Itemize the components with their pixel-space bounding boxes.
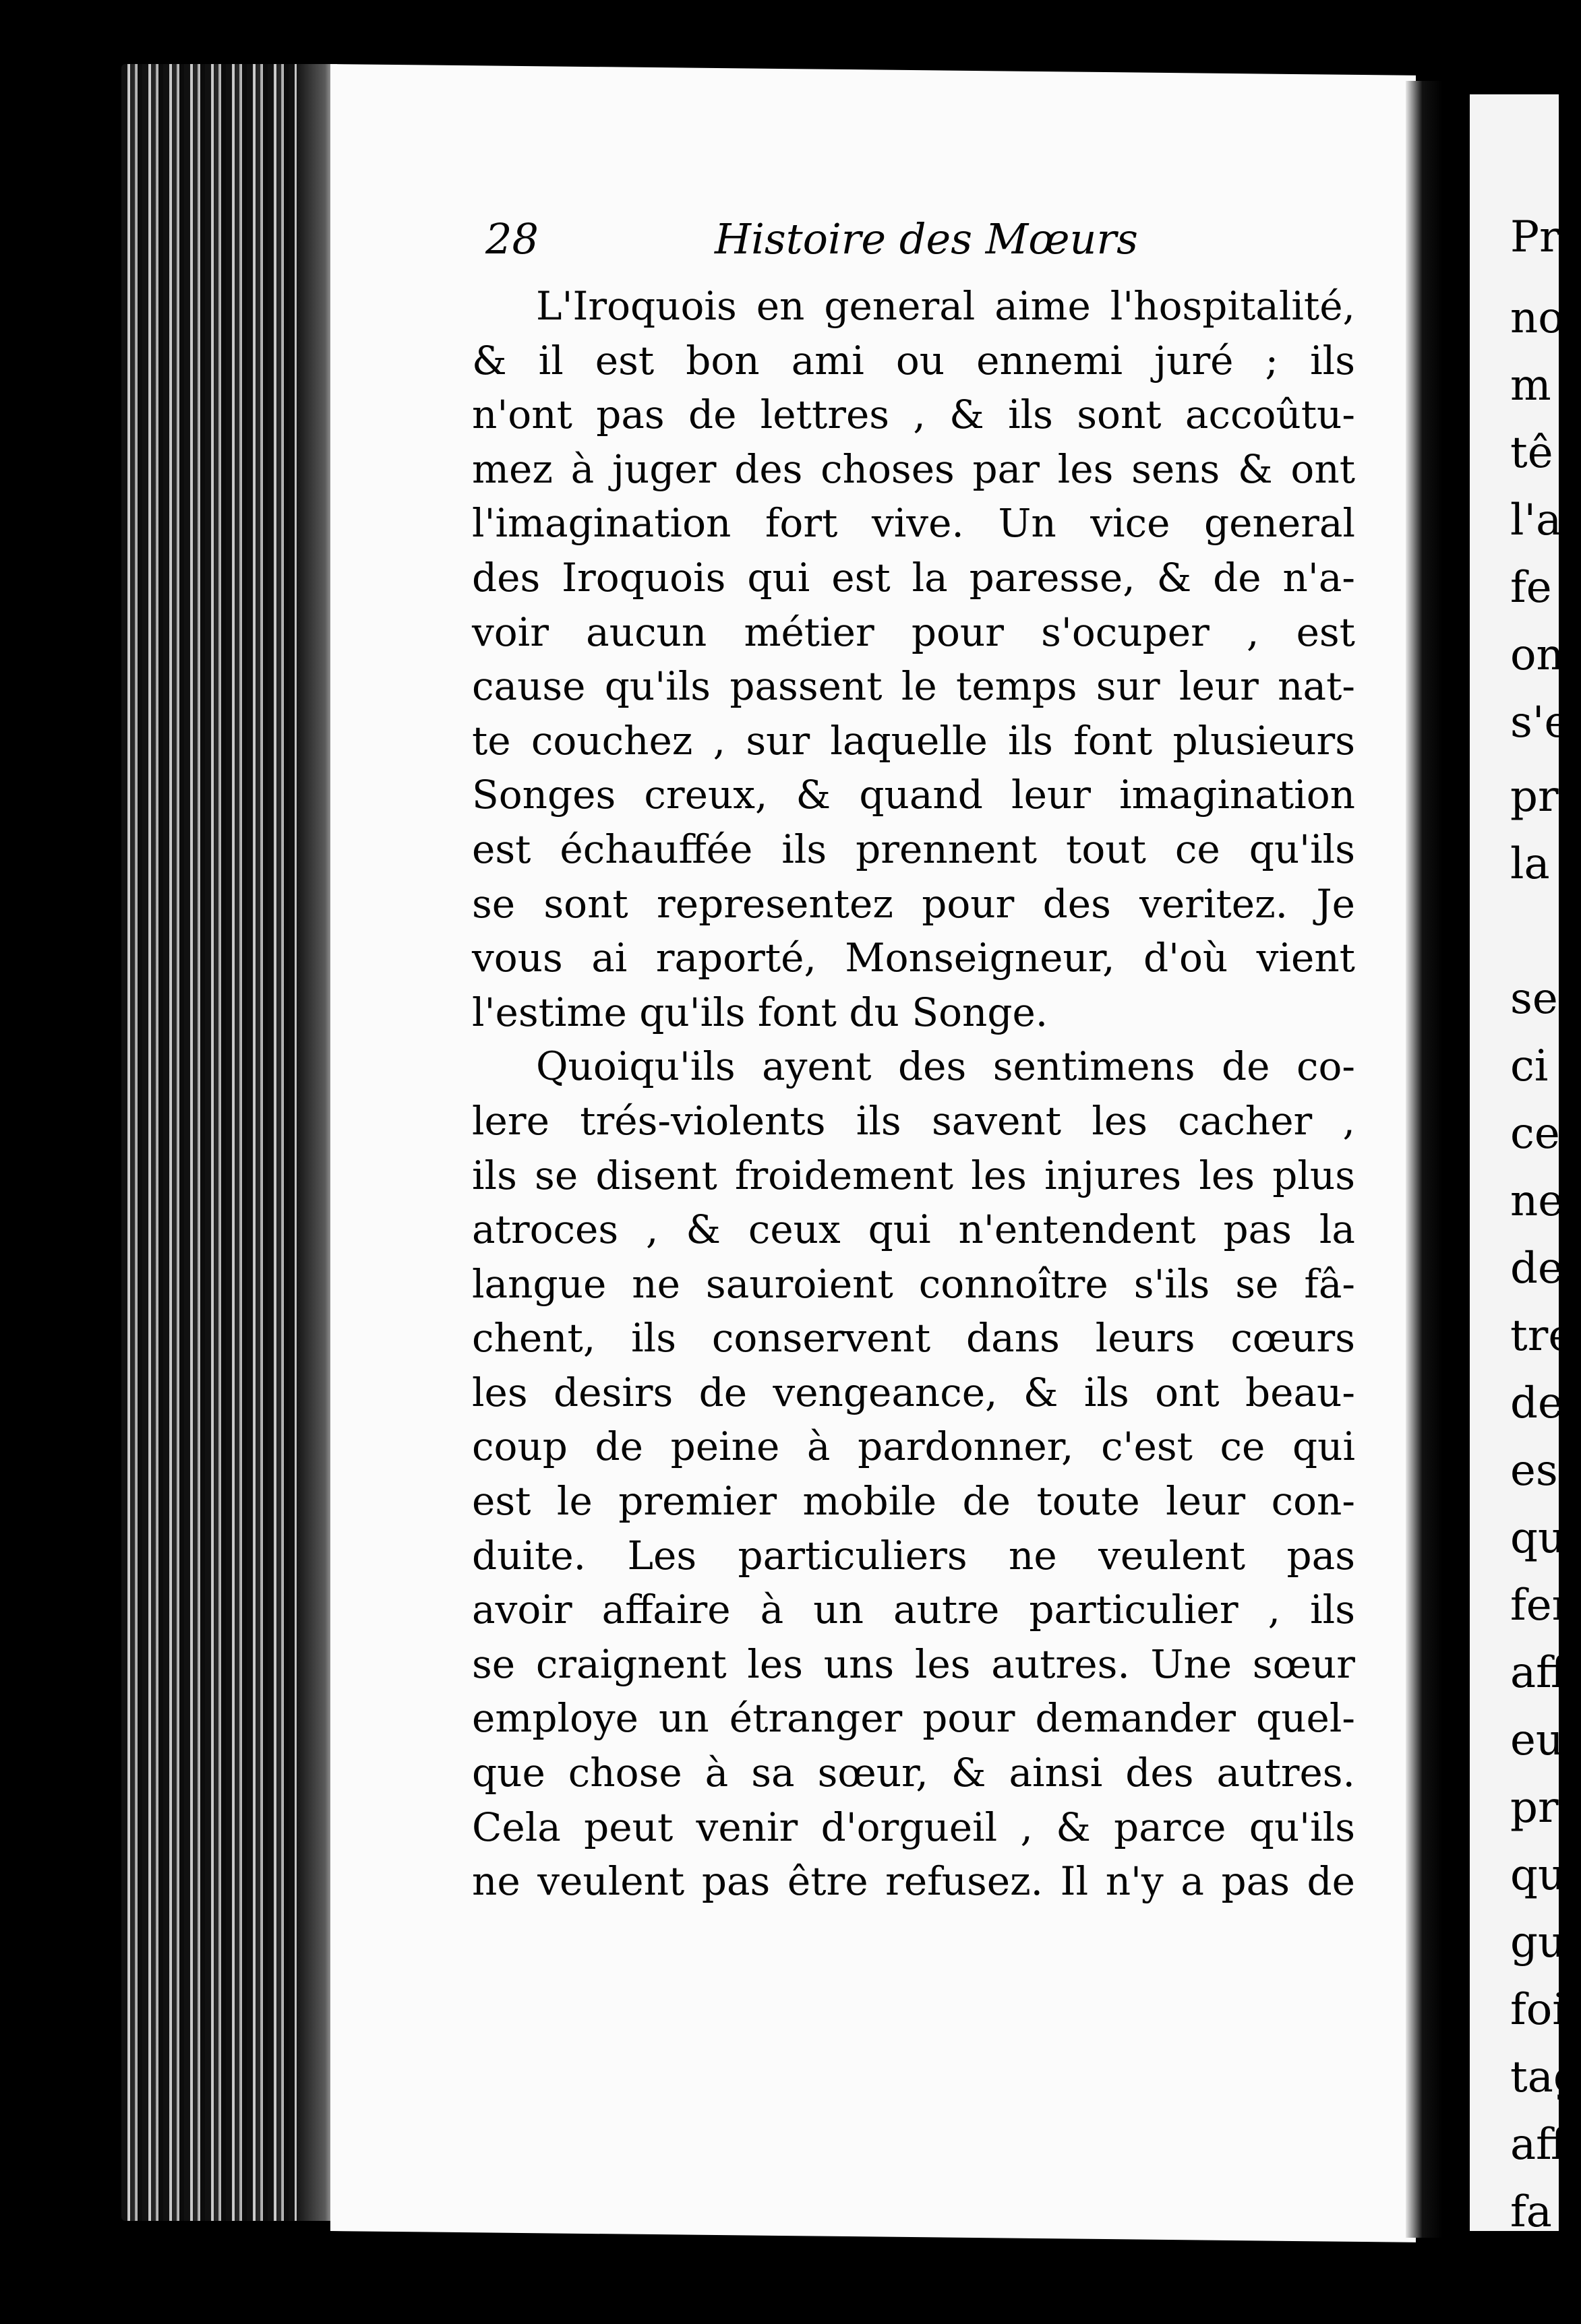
facing-page-fragment: la [1510, 839, 1550, 889]
text-line: Cela peut venir d'orgueil , & parce qu'ils [472, 1804, 1355, 1850]
text-line: voir aucun métier pour s'ocuper , est [472, 609, 1355, 655]
text-line: n'ont pas de lettres , & ils sont accoûtu- [472, 392, 1355, 438]
facing-page-fragment: ci [1510, 1041, 1549, 1091]
facing-page-fragment: eu [1510, 1715, 1564, 1765]
facing-page-fragment: qu [1510, 1513, 1566, 1563]
gutter [1406, 81, 1443, 2238]
text-line: duite. Les particuliers ne veulent pas [472, 1532, 1355, 1579]
text-line: l'imagination fort vive. Un vice general [472, 500, 1355, 547]
text-line: est échauffée ils prennent tout ce qu'ils [472, 826, 1355, 872]
text-line: te couchez , sur laquelle ils font plusieurs [472, 717, 1355, 764]
text-line: les desirs de vengeance, & ils ont beau- [472, 1369, 1355, 1415]
text-line: chent, ils conservent dans leurs cœurs [472, 1315, 1355, 1362]
text-line: se sont representez pour des veritez. Je [472, 880, 1355, 927]
text-line: que chose à sa sœur, & ainsi des autres. [472, 1750, 1355, 1796]
running-head-title: Histoire des Mœurs [715, 214, 1138, 264]
facing-page-fragment: pr [1510, 772, 1559, 822]
text-line: est le premier mobile de toute leur con- [472, 1478, 1355, 1525]
text-line: ne veulent pas être refusez. Il n'y a pas de [472, 1858, 1355, 1905]
facing-page-fragment: m [1510, 361, 1551, 410]
facing-page [1470, 94, 1581, 2237]
text-line: atroces , & ceux qui n'entendent pas la [472, 1206, 1355, 1253]
text-line: se craignent les uns les autres. Une sœur [472, 1641, 1355, 1687]
text-line: L'Iroquois en general aime l'hospitalité, [536, 283, 1355, 329]
facing-page-fragment: tag [1510, 2052, 1581, 2102]
facing-page-fragment: ne [1510, 1176, 1564, 1226]
facing-page-fragment: de [1510, 1244, 1563, 1293]
text-line: cause qu'ils passent le temps sur leur nat- [472, 663, 1355, 710]
text-line: langue ne sauroient connoître s'ils se fâ- [472, 1260, 1355, 1307]
facing-page-fragment: de [1510, 1378, 1563, 1428]
page-number: 28 [485, 214, 539, 264]
running-head [472, 214, 1355, 279]
facing-page-fragment: fa [1510, 2187, 1552, 2237]
text-line: ils se disent froidement les injures les plus [472, 1152, 1355, 1198]
facing-page-fragment: tê [1510, 428, 1553, 478]
text-line: coup de peine à pardonner, c'est ce qui [472, 1424, 1355, 1470]
text-line: l'estime qu'ils font du Songe. [472, 989, 1048, 1035]
text-line: vous ai raporté, Monseigneur, d'où vient [472, 935, 1355, 981]
facing-page-fragment: es [1510, 1446, 1558, 1496]
page-text [472, 214, 1355, 1909]
text-line: mez à juger des choses par les sens & ont [472, 446, 1355, 492]
facing-page-fragment: gu [1510, 1918, 1566, 1967]
text-line: employe un étranger pour demander quel- [472, 1695, 1355, 1742]
facing-page-fragment: Pr [1510, 212, 1560, 262]
facing-page-fragment: pr [1510, 1783, 1559, 1833]
facing-page-fragment: tre [1510, 1311, 1574, 1361]
text-line: des Iroquois qui est la paresse, & de n'a- [472, 554, 1355, 601]
facing-page-fragment: fe [1510, 563, 1552, 613]
facing-page-fragment: on [1510, 630, 1564, 680]
text-line: avoir affaire à un autre particulier , ils [472, 1587, 1355, 1633]
text-line: lere trés-violents ils savent les cacher , [472, 1097, 1355, 1144]
facing-page-fragment: se [1510, 974, 1558, 1024]
facing-page-fragment: aff [1510, 1648, 1567, 1698]
text-lines [472, 279, 1355, 1909]
facing-page-fragment: aff [1510, 2120, 1567, 2170]
facing-page-fragment: ce [1510, 1109, 1560, 1159]
facing-page-fragment: s'e [1510, 698, 1570, 747]
text-line: Songes creux, & quand leur imagination [472, 772, 1355, 818]
facing-page-fragment: l'a [1510, 495, 1562, 545]
facing-page-fragment: no [1510, 293, 1564, 343]
facing-page-fragment: qu [1510, 1850, 1566, 1900]
facing-page-fragment: foi [1510, 1985, 1566, 2035]
text-line: Quoiqu'ils ayent des sentimens de co- [536, 1043, 1355, 1090]
text-line: & il est bon ami ou ennemi juré ; ils [472, 337, 1355, 384]
facing-page-fragment: fer [1510, 1581, 1573, 1630]
